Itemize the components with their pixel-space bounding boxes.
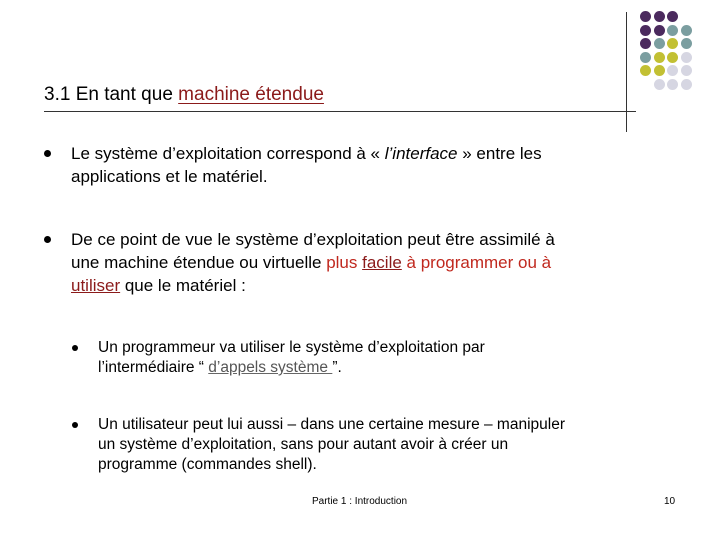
decorative-dot (681, 65, 692, 76)
bullet-dot (44, 236, 51, 243)
bullet-1-text: Le système d’exploitation correspond à « (71, 144, 385, 163)
bullet-1-line2: applications et le matériel. (71, 167, 268, 186)
decorative-dot (681, 25, 692, 36)
bullet-2-line1: De ce point de vue le système d’exploitation peut être assimilé à (71, 230, 555, 249)
bullet-2-red: plus (326, 253, 363, 272)
sub-bullet-dot (72, 345, 78, 351)
sub-bullet-1-underlined: d’appels système (208, 359, 333, 376)
bullet-2-line2-a: une machine étendue ou virtuelle (71, 253, 327, 272)
sub-bullet-2-line2: un système d’exploitation, sans pour autant avoir à créer un (98, 436, 509, 453)
sub-bullet-2-line3: programme (commandes shell). (98, 456, 317, 473)
decorative-dot (667, 65, 678, 76)
decorative-dot (667, 38, 678, 49)
decorative-dot (681, 79, 692, 90)
sub-bullet-dot (72, 422, 78, 428)
bullet-2-red-underlined: facile (362, 253, 402, 272)
bullet-2-line3-b: que le matériel : (120, 276, 246, 295)
title-underline-rule (44, 111, 636, 112)
decorative-dot (640, 65, 651, 76)
sub-bullet-1-line1: Un programmeur va utiliser le système d’exploitation par (98, 339, 485, 356)
sub-bullet-1 (98, 338, 485, 378)
decorative-dot (654, 52, 665, 63)
bullet-1 (71, 142, 542, 188)
vertical-divider (626, 12, 627, 132)
title-highlight: machine étendue (178, 84, 324, 105)
decorative-dot (654, 38, 665, 49)
title-prefix: 3.1 En tant que (44, 84, 179, 105)
bullet-2-red-2: à programmer ou à (401, 253, 552, 272)
decorative-dot (640, 52, 651, 63)
bullet-dot (44, 150, 51, 157)
decorative-dot (667, 79, 678, 90)
bullet-2-line3-red-underlined: utiliser (71, 276, 121, 295)
page-number: 10 (664, 496, 676, 507)
decorative-dot (667, 11, 678, 22)
slide-footer: Partie 1 : Introduction (312, 496, 408, 507)
bullet-1-italic: l’interface (384, 144, 458, 163)
decorative-dot (640, 38, 651, 49)
decorative-dot (640, 11, 651, 22)
decorative-dot (654, 25, 665, 36)
bullet-1-text-end: » entre les (457, 144, 542, 163)
decorative-dot (654, 11, 665, 22)
sub-bullet-2 (98, 415, 565, 475)
sub-bullet-1-line2-b: ”. (332, 359, 342, 376)
decorative-dot-grid (640, 11, 720, 121)
sub-bullet-2-line1: Un utilisateur peut lui aussi – dans une certaine mesure – manipuler (98, 416, 565, 433)
decorative-dot (681, 52, 692, 63)
sub-bullet-1-line2-a: l’intermédiaire “ (98, 359, 209, 376)
decorative-dot (667, 52, 678, 63)
decorative-dot (667, 25, 678, 36)
decorative-dot (654, 65, 665, 76)
slide-title (44, 84, 324, 106)
decorative-dot (654, 79, 665, 90)
decorative-dot (640, 25, 651, 36)
bullet-2 (71, 228, 555, 297)
decorative-dot (681, 38, 692, 49)
